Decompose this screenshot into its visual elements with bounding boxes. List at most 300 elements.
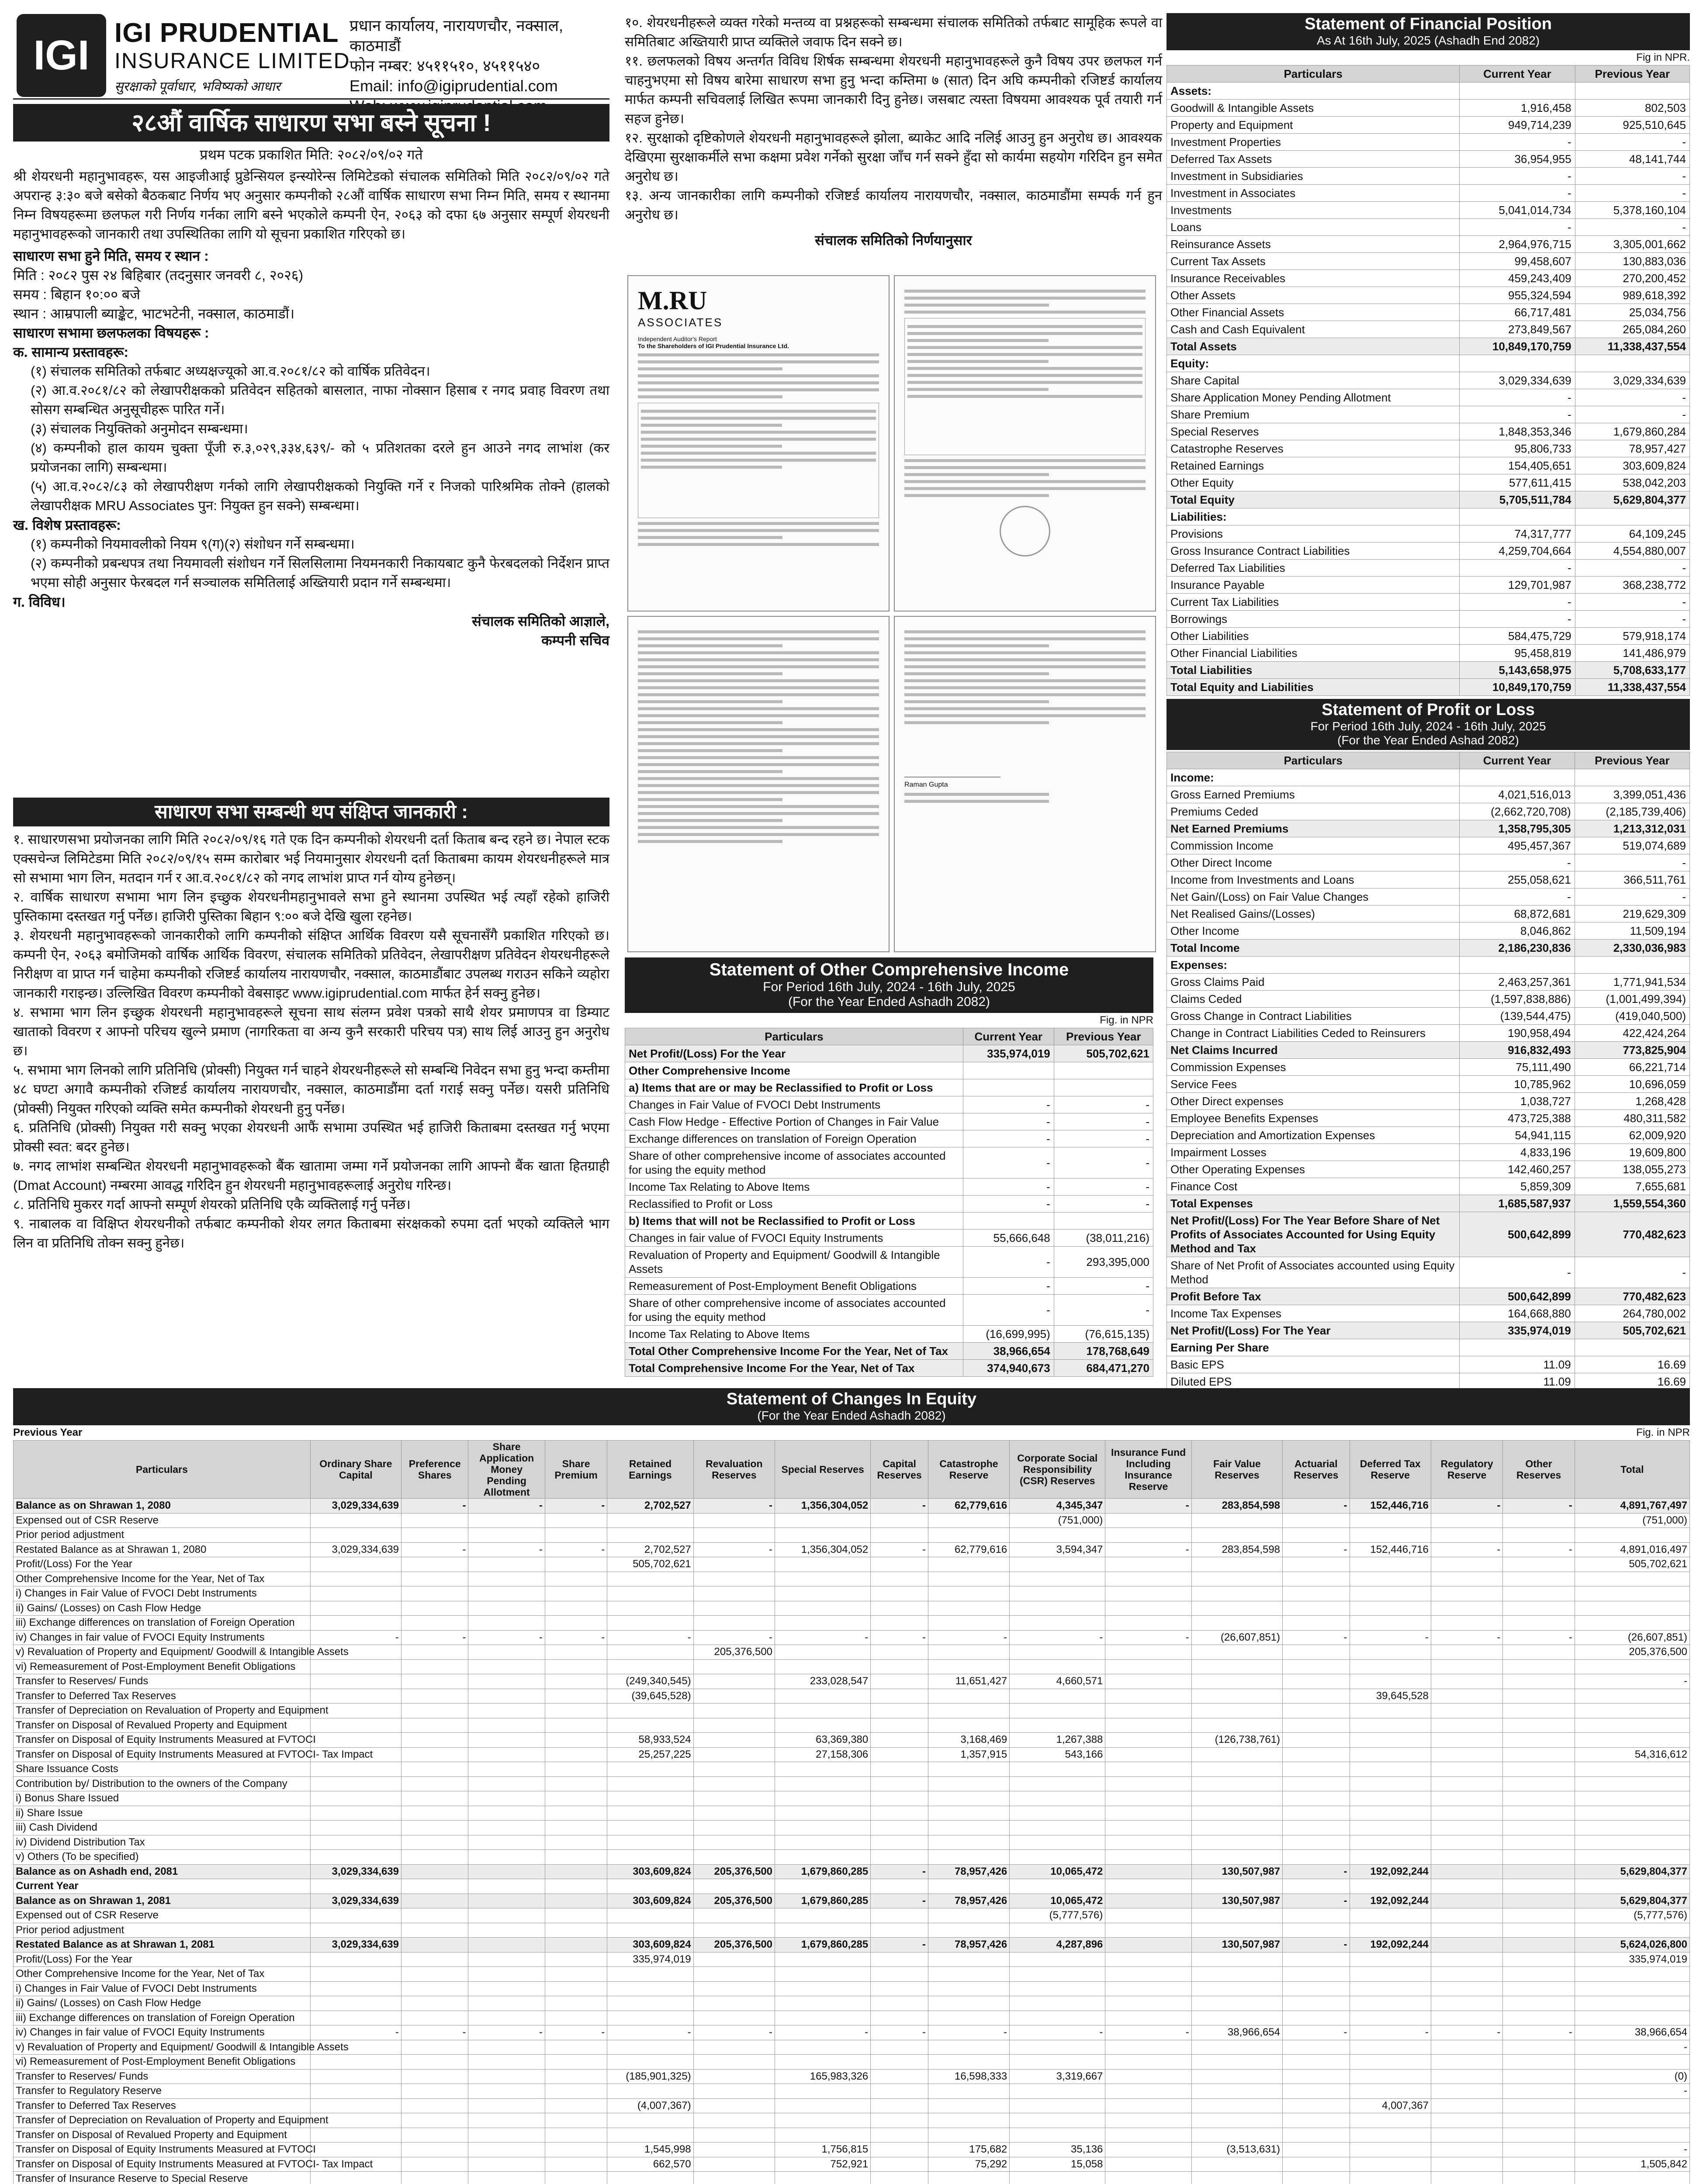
pl-col-particulars: Particulars: [1167, 752, 1460, 769]
sfp-cell-label: Property and Equipment: [1167, 117, 1460, 134]
soce-cell: [1503, 1791, 1575, 1806]
soce-cell: [1105, 1850, 1191, 1865]
soce-cell: [545, 2069, 607, 2084]
sfp-cell-label: Deferred Tax Liabilities: [1167, 560, 1460, 577]
soce-cell: [1503, 1879, 1575, 1894]
soce-cell: [607, 2128, 693, 2143]
soce-cell: [1191, 1674, 1282, 1689]
pl-cell-label: Other Operating Expenses: [1167, 1161, 1460, 1178]
soce-row: [14, 1967, 1690, 1982]
soce-cell: [928, 2128, 1009, 2143]
pl-cell-cy: 68,872,681: [1460, 905, 1575, 923]
soce-fig-note: Fig. in NPR: [1636, 1427, 1690, 1438]
soce-cell: [775, 1689, 871, 1704]
soce-cell: [1503, 1645, 1575, 1660]
soce-row: [14, 1572, 1690, 1586]
sfp-cell-py: -: [1575, 168, 1689, 185]
oci-cell-cy: (16,699,995): [963, 1326, 1054, 1343]
soce-cell: -: [871, 1542, 928, 1557]
soce-cell: [871, 1923, 928, 1938]
soce-cell: 15,058: [1010, 2157, 1105, 2172]
soce-cell: [468, 1791, 545, 1806]
soce-cell: [310, 1776, 401, 1791]
soce-cell: Transfer on Disposal of Revalued Property and Equipment: [14, 1718, 311, 1733]
sfp-cell-py: [1575, 355, 1689, 372]
soce-cell: 130,507,987: [1191, 1938, 1282, 1952]
soce-cell: -: [693, 1630, 775, 1645]
pl-cell-cy: 1,685,587,937: [1460, 1195, 1575, 1212]
soce-cell: [871, 1835, 928, 1850]
soce-cell: [1283, 2143, 1350, 2157]
soce-cell: [1191, 2069, 1282, 2084]
soce-cell: [607, 2055, 693, 2070]
soce-subtitle: (For the Year Ended Ashadh 2082): [757, 1409, 946, 1422]
sfp-cell-py: -: [1575, 219, 1689, 236]
soce-cell: [1010, 1762, 1105, 1777]
soce-cell: 1,679,860,285: [775, 1864, 871, 1879]
soce-cell: (249,340,545): [607, 1674, 693, 1689]
soce-cell: [693, 1952, 775, 1967]
soce-cell: [468, 1776, 545, 1791]
soce-cell: [1575, 1850, 1689, 1865]
soce-cell: [310, 2011, 401, 2025]
soce-cell: 75,292: [928, 2157, 1009, 2172]
soce-cell: [1575, 1806, 1689, 1821]
sfp-statement: [1166, 13, 1690, 696]
soce-cell: [1431, 2157, 1502, 2172]
soce-cell: [1191, 2040, 1282, 2055]
pl-row: [1167, 786, 1690, 803]
sfp-cell-cy: -: [1460, 611, 1575, 628]
soce-cell: [468, 1718, 545, 1733]
soce-cell: [1105, 1586, 1191, 1601]
soce-cell: [775, 1645, 871, 1660]
sfp-cell-label: Provisions: [1167, 525, 1460, 543]
soce-cell: [401, 1747, 468, 1762]
pl-cell-label: Service Fees: [1167, 1076, 1460, 1093]
pl-row: [1167, 1195, 1690, 1212]
soce-cell: [545, 2113, 607, 2128]
oci-cell-py: 505,702,621: [1054, 1045, 1153, 1062]
soce-cell: [1431, 1747, 1502, 1762]
soce-cell: [545, 1806, 607, 1821]
soce-cell: [401, 1513, 468, 1528]
pl-cell-py: 3,399,051,436: [1575, 786, 1689, 803]
soce-col-header: Deferred Tax Reserve: [1350, 1441, 1431, 1499]
soce-cell: [1503, 1952, 1575, 1967]
soce-col-header: Regulatory Reserve: [1431, 1441, 1502, 1499]
company-name-line2: INSURANCE LIMITED: [114, 48, 350, 73]
soce-cell: 1,357,915: [928, 1747, 1009, 1762]
soce-cell: [775, 1821, 871, 1835]
soce-cell: 505,702,621: [607, 1557, 693, 1572]
soce-cell: [1010, 1689, 1105, 1704]
soce-cell: [1575, 2128, 1689, 2143]
soce-cell: [1010, 2113, 1105, 2128]
soce-cell: [1191, 1645, 1282, 1660]
soce-cell: [775, 1557, 871, 1572]
soce-cell: [1105, 1908, 1191, 1923]
soce-cell: [775, 1791, 871, 1806]
pl-cell-py: -: [1575, 1257, 1689, 1288]
soce-cell: [468, 1981, 545, 1996]
pl-row: [1167, 1025, 1690, 1042]
soce-col-header: Preference Shares: [401, 1441, 468, 1499]
pl-row: [1167, 820, 1690, 837]
soce-cell: [545, 1689, 607, 1704]
soce-cell: 54,316,612: [1575, 1747, 1689, 1762]
soce-cell: [871, 1572, 928, 1586]
soce-cell: i) Bonus Share Issued: [14, 1791, 311, 1806]
soce-cell: [310, 1513, 401, 1528]
soce-cell: [693, 1835, 775, 1850]
oci-table: [625, 1028, 1153, 1377]
soce-cell: [468, 2084, 545, 2099]
soce-cell: [1105, 2055, 1191, 2070]
soce-cell: [401, 1806, 468, 1821]
soce-cell: [871, 2157, 928, 2172]
soce-cell: [775, 1879, 871, 1894]
sfp-cell-label: Total Assets: [1167, 338, 1460, 355]
soce-cell: [1431, 2113, 1502, 2128]
pl-row: [1167, 991, 1690, 1008]
soce-cell: [401, 1879, 468, 1894]
general-item: (३) संचालक नियुक्तिको अनुमोदन सम्बन्धमा।: [31, 421, 248, 436]
pl-cell-py: 10,696,059: [1575, 1076, 1689, 1093]
soce-cell: [1575, 1923, 1689, 1938]
soce-cell: [693, 1791, 775, 1806]
soce-cell: [607, 1806, 693, 1821]
soce-cell: -: [1105, 2025, 1191, 2040]
soce-cell: [401, 1894, 468, 1908]
soce-cell: [1503, 1513, 1575, 1528]
soce-cell: [871, 1601, 928, 1616]
info-item: ११. छलफलको विषय अन्तर्गत विविध शिर्षक सम्बन्धमा शेयरधनी महानुभावहरूले कुनै विषय उपर छलफल गर्न चाहनुभएमा सो विषय बारेमा साधारण सभा हुनु भन्दा कम्तिमा ७ (सात) दिन अघि कम्पनीको रजिष्टर्ड कार्यालय मार्फत कम्पनी सचिवलाई लिखित रूपमा जानकारी दिनु हुनेछ। जसबाट त्यस्ता विषयमा आवश्यक पूर्व तयारी गर्न सहज हुनेछ।: [625, 53, 1162, 126]
sfp-row: [1167, 304, 1690, 321]
soce-cell: iv) Changes in fair value of FVOCI Equity Instruments: [14, 1630, 311, 1645]
sfp-cell-label: Borrowings: [1167, 611, 1460, 628]
pl-cell-label: Net Profit/(Loss) For The Year Before Share of Net Profits of Associates Accounted for Using Equity Method and Tax: [1167, 1212, 1460, 1257]
sfp-row: [1167, 168, 1690, 185]
soce-cell: [1350, 1513, 1431, 1528]
soce-cell: [401, 2128, 468, 2143]
sfp-cell-py: 78,957,427: [1575, 440, 1689, 457]
oci-cell-cy: -: [963, 1247, 1054, 1278]
soce-cell: v) Revaluation of Property and Equipment/ Goodwill & Intangible Assets: [14, 1645, 311, 1660]
soce-cell: [775, 1659, 871, 1674]
soce-cell: 130,507,987: [1191, 1894, 1282, 1908]
soce-cell: [693, 1733, 775, 1748]
sfp-cell-cy: 584,475,729: [1460, 628, 1575, 645]
pl-cell-label: Finance Cost: [1167, 1178, 1460, 1195]
soce-cell: [545, 1572, 607, 1586]
sfp-cell-py: -: [1575, 406, 1689, 423]
soce-cell: [928, 2055, 1009, 2070]
pl-cell-py: 1,213,312,031: [1575, 820, 1689, 837]
sfp-cell-cy: [1460, 83, 1575, 100]
oci-cell-label: Revaluation of Property and Equipment/ Goodwill & Intangible Assets: [625, 1247, 963, 1278]
pl-statement: [1166, 699, 1690, 1390]
soce-row: [14, 2040, 1690, 2055]
soce-cell: [545, 1718, 607, 1733]
sfp-cell-py: 5,378,160,104: [1575, 202, 1689, 219]
soce-cell: [401, 2069, 468, 2084]
soce-cell: (5,777,576): [1575, 1908, 1689, 1923]
soce-row: [14, 2098, 1690, 2113]
soce-cell: -: [1283, 2025, 1350, 2040]
soce-cell: [1283, 1879, 1350, 1894]
oci-cell-py: -: [1054, 1147, 1153, 1178]
soce-cell: [310, 1689, 401, 1704]
soce-cell: 10,065,472: [1010, 1864, 1105, 1879]
soce-cell: [1283, 1923, 1350, 1938]
sfp-cell-label: Current Tax Assets: [1167, 253, 1460, 270]
soce-cell: 205,376,500: [693, 1645, 775, 1660]
soce-cell: [1350, 1586, 1431, 1601]
soce-cell: [1010, 1616, 1105, 1631]
soce-cell: [401, 2157, 468, 2172]
soce-cell: [1191, 1996, 1282, 2011]
soce-col-header: Other Reserves: [1503, 1441, 1575, 1499]
pl-subtitle: For Period 16th July, 2024 - 16th July, 2025: [1310, 719, 1546, 733]
soce-cell: -: [468, 1630, 545, 1645]
soce-cell: [468, 1601, 545, 1616]
soce-row: [14, 1528, 1690, 1543]
soce-cell: [1105, 2084, 1191, 2099]
pl-cell-py: (1,001,499,394): [1575, 991, 1689, 1008]
soce-cell: [1350, 1996, 1431, 2011]
pl-cell-cy: 500,642,899: [1460, 1288, 1575, 1305]
soce-cell: [871, 1718, 928, 1733]
oci-cell-py: -: [1054, 1278, 1153, 1295]
pl-row: [1167, 1161, 1690, 1178]
soce-cell: [545, 1513, 607, 1528]
soce-row: [14, 1879, 1690, 1894]
soce-cell: -: [1431, 1499, 1502, 1514]
soce-cell: [1105, 1513, 1191, 1528]
info-list: [13, 830, 609, 1253]
sfp-cell-label: Current Tax Liabilities: [1167, 594, 1460, 611]
soce-cell: [468, 2157, 545, 2172]
soce-cell: [1350, 1850, 1431, 1865]
soce-cell: Balance as on Shrawan 1, 2081: [14, 1894, 311, 1908]
soce-cell: [1105, 1528, 1191, 1543]
soce-cell: [1350, 1718, 1431, 1733]
soce-cell: 303,609,824: [607, 1864, 693, 1879]
soce-cell: [775, 1586, 871, 1601]
soce-cell: [1350, 1923, 1431, 1938]
soce-cell: [693, 2084, 775, 2099]
meeting-time: समय : बिहान १०:०० बजे: [13, 287, 140, 302]
info-item: १०. शेयरधनीहरूले व्यक्त गरेको मन्तव्य वा प्रश्नहरूको सम्बन्धमा संचालक समितिको तर्फबाट सामूहिक रूपले वा समितिबाट अख्तियारी प्राप्त व्यक्तिले जवाफ दिन सक्ने छ।: [625, 15, 1162, 49]
soce-cell: [871, 1879, 928, 1894]
soce-cell: [1350, 1776, 1431, 1791]
soce-cell: [1010, 2128, 1105, 2143]
sfp-cell-label: Other Equity: [1167, 474, 1460, 491]
info-item: २. वार्षिक साधारण सभामा भाग लिन इच्छुक शेयरधनीमहानुभावले सभा हुने स्थानमा उपस्थित भई त्यहाँ रहेको हाजिरी पुस्तिकामा दस्तखत गर्नु पर्नेछ। हाजिरी पुस्तिका बिहान ९:०० बजे देखि खुला रहनेछ।: [13, 889, 609, 924]
soce-header: [13, 1388, 1690, 1425]
pl-cell-py: (2,185,739,406): [1575, 803, 1689, 820]
sfp-cell-py: 802,503: [1575, 100, 1689, 117]
sfp-row: [1167, 219, 1690, 236]
soce-cell: [607, 1513, 693, 1528]
pl-row: [1167, 1373, 1690, 1390]
soce-cell: 543,166: [1010, 1747, 1105, 1762]
pl-row: [1167, 1178, 1690, 1195]
soce-cell: [928, 2040, 1009, 2055]
soce-cell: Expensed out of CSR Reserve: [14, 1513, 311, 1528]
soce-cell: [1431, 1938, 1502, 1952]
soce-cell: [1191, 1776, 1282, 1791]
sfp-cell-label: Other Financial Liabilities: [1167, 645, 1460, 662]
soce-cell: 11,651,427: [928, 1674, 1009, 1689]
soce-cell: [775, 1572, 871, 1586]
soce-cell: [1105, 1981, 1191, 1996]
pl-row: [1167, 1322, 1690, 1339]
sfp-cell-label: Reinsurance Assets: [1167, 236, 1460, 253]
soce-cell: [607, 1981, 693, 1996]
soce-cell: -: [1283, 1542, 1350, 1557]
pl-cell-label: Income Tax Expenses: [1167, 1305, 1460, 1322]
soce-cell: [1010, 1850, 1105, 1865]
soce-cell: [468, 2069, 545, 2084]
pl-cell-py: (419,040,500): [1575, 1008, 1689, 1025]
soce-cell: [1350, 2069, 1431, 2084]
sfp-cell-label: Deferred Tax Assets: [1167, 151, 1460, 168]
soce-cell: -: [1283, 1630, 1350, 1645]
soce-col-header: Particulars: [14, 1441, 311, 1499]
soce-cell: [1105, 1967, 1191, 1982]
soce-cell: [1431, 2084, 1502, 2099]
soce-cell: [607, 1762, 693, 1777]
soce-cell: -: [1010, 1630, 1105, 1645]
sfp-fig-note: Fig in NPR.: [1636, 52, 1690, 63]
oci-cell-py: -: [1054, 1096, 1153, 1113]
soce-cell: [1105, 1835, 1191, 1850]
soce-row: [14, 1659, 1690, 1674]
soce-cell: [401, 1938, 468, 1952]
soce-cell: [401, 1923, 468, 1938]
soce-cell: [401, 1528, 468, 1543]
soce-col-header: Fair Value Reserves: [1191, 1441, 1282, 1499]
oci-cell-py: -: [1054, 1178, 1153, 1196]
soce-cell: [1350, 1791, 1431, 1806]
soce-cell: [775, 1776, 871, 1791]
soce-cell: i) Changes in Fair Value of FVOCI Debt Instruments: [14, 1586, 311, 1601]
pl-cell-py: 138,055,273: [1575, 1161, 1689, 1178]
soce-cell: [1503, 2069, 1575, 2084]
soce-cell: [1503, 1938, 1575, 1952]
soce-cell: -: [871, 1630, 928, 1645]
soce-cell: [1350, 1967, 1431, 1982]
soce-col-header: Insurance Fund Including Insurance Reserve: [1105, 1441, 1191, 1499]
oci-cell-py: -: [1054, 1196, 1153, 1213]
pl-cell-py: [1575, 957, 1689, 974]
soce-cell: [1105, 1557, 1191, 1572]
soce-cell: [1105, 1864, 1191, 1879]
contact-email[interactable]: Email: info@igiprudential.com: [350, 77, 558, 95]
soce-cell: [401, 1572, 468, 1586]
soce-cell: [1575, 1835, 1689, 1850]
misc-heading: ग. विविध।: [13, 594, 66, 610]
soce-cell: [1575, 1996, 1689, 2011]
soce-cell: [693, 1747, 775, 1762]
soce-cell: [468, 1659, 545, 1674]
soce-cell: [545, 1996, 607, 2011]
soce-cell: [1503, 1762, 1575, 1777]
soce-cell: [1431, 1821, 1502, 1835]
soce-cell: 78,957,426: [928, 1938, 1009, 1952]
soce-row: [14, 2113, 1690, 2128]
oci-cell-cy: [963, 1062, 1054, 1079]
soce-cell: [1105, 2040, 1191, 2055]
soce-cell: [775, 2055, 871, 2070]
soce-col-header: Actuarial Reserves: [1283, 1441, 1350, 1499]
pl-cell-cy: (139,544,475): [1460, 1008, 1575, 1025]
soce-cell: [1350, 1908, 1431, 1923]
soce-cell: [928, 2011, 1009, 2025]
soce-cell: [1105, 1674, 1191, 1689]
soce-cell: [928, 1791, 1009, 1806]
soce-cell: [871, 1850, 928, 1865]
soce-cell: [1191, 2084, 1282, 2099]
soce-cell: [1191, 2011, 1282, 2025]
soce-cell: 10,065,472: [1010, 1894, 1105, 1908]
sfp-cell-label: Catastrophe Reserves: [1167, 440, 1460, 457]
soce-cell: [401, 2143, 468, 2157]
soce-cell: [1191, 1572, 1282, 1586]
soce-cell: ii) Share Issue: [14, 1806, 311, 1821]
soce-cell: [693, 1601, 775, 1616]
soce-cell: [310, 1718, 401, 1733]
soce-cell: [1283, 1557, 1350, 1572]
soce-cell: [545, 2172, 607, 2184]
pl-cell-label: Net Profit/(Loss) For The Year: [1167, 1322, 1460, 1339]
pl-row: [1167, 1356, 1690, 1373]
soce-cell: [1431, 1894, 1502, 1908]
soce-cell: [310, 1616, 401, 1631]
pl-cell-cy: (2,662,720,708): [1460, 803, 1575, 820]
soce-cell: (26,607,851): [1191, 1630, 1282, 1645]
sfp-cell-cy: -: [1460, 389, 1575, 406]
sfp-row: [1167, 679, 1690, 696]
soce-cell: [693, 1776, 775, 1791]
soce-cell: [1575, 2098, 1689, 2113]
soce-cell: [693, 1908, 775, 1923]
soce-cell: [1010, 1601, 1105, 1616]
sfp-cell-py: 64,109,245: [1575, 525, 1689, 543]
pl-cell-py: 770,482,623: [1575, 1288, 1689, 1305]
soce-cell: [1431, 1806, 1502, 1821]
pl-cell-label: Net Gain/(Loss) on Fair Value Changes: [1167, 888, 1460, 905]
soce-cell: vi) Remeasurement of Post-Employment Benefit Obligations: [14, 2055, 311, 2070]
soce-cell: [1350, 2084, 1431, 2099]
pl-cell-label: Change in Contract Liabilities Ceded to Reinsurers: [1167, 1025, 1460, 1042]
soce-cell: [607, 1996, 693, 2011]
soce-cell: [607, 1879, 693, 1894]
sfp-header: [1166, 13, 1690, 50]
soce-cell: [1191, 2128, 1282, 2143]
soce-cell: [545, 1601, 607, 1616]
soce-cell: 58,933,524: [607, 1733, 693, 1748]
soce-cell: -: [871, 2025, 928, 2040]
oci-cell-cy: -: [963, 1196, 1054, 1213]
soce-row: [14, 2157, 1690, 2172]
pl-cell-label: Other Direct expenses: [1167, 1093, 1460, 1110]
soce-cell: [1575, 1616, 1689, 1631]
soce-cell: [1191, 1689, 1282, 1704]
pl-row: [1167, 803, 1690, 820]
